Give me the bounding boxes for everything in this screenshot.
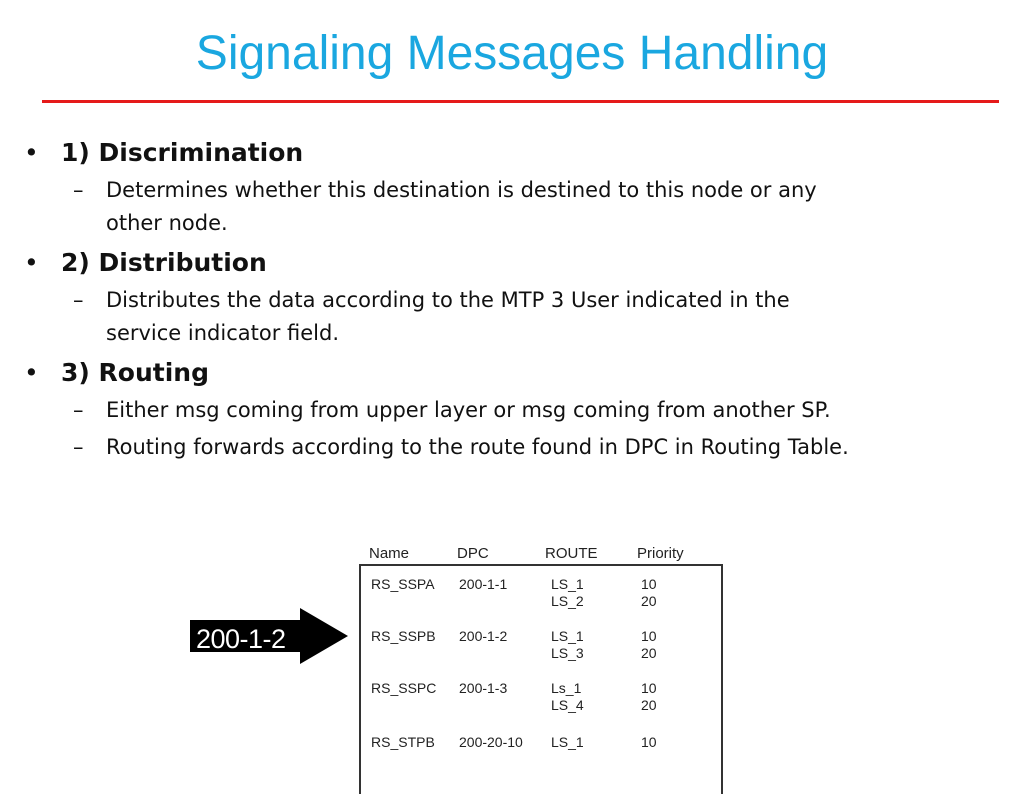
bullet-discrimination — [24, 136, 864, 170]
bullet-heading: 2) Distribution — [61, 248, 267, 277]
table-row — [361, 628, 721, 668]
column-header-name: Name — [369, 545, 410, 562]
arrow-label: 200-1-2 — [196, 624, 286, 654]
table-row — [361, 576, 721, 616]
cell-route: Ls_1 — [551, 680, 582, 696]
slide-title: Signaling Messages Handling — [195, 27, 829, 80]
cell-priority: 10 — [641, 576, 657, 592]
bullet-marker: • — [24, 358, 39, 387]
routing-table — [359, 564, 723, 794]
cell-name: RS_SSPB — [371, 628, 436, 644]
cell-route: LS_3 — [551, 645, 584, 661]
cell-dpc: 200-1-3 — [459, 680, 508, 696]
column-header-dpc: DPC — [457, 545, 489, 562]
cell-priority: 10 — [641, 628, 657, 644]
bullet-marker: • — [24, 248, 39, 277]
cell-name: RS_SSPC — [371, 680, 437, 696]
sub-bullet — [24, 394, 864, 427]
cell-name: RS_SSPA — [371, 576, 435, 592]
cell-priority: 20 — [641, 645, 657, 661]
cell-priority: 20 — [641, 593, 657, 609]
cell-dpc: 200-1-1 — [459, 576, 508, 592]
bullet-list — [24, 130, 864, 464]
cell-priority: 10 — [641, 734, 657, 750]
sub-bullet-text: Determines whether this destination is destined to this node or any other node. — [106, 178, 817, 235]
dash-marker: – — [73, 288, 84, 312]
sub-bullet-text: Routing forwards according to the route found in DPC in Routing Table. — [106, 435, 849, 459]
dash-marker: – — [73, 178, 84, 202]
bullet-distribution — [24, 246, 864, 280]
cell-route: LS_2 — [551, 593, 584, 609]
cell-route: LS_1 — [551, 628, 584, 644]
dash-marker: – — [73, 398, 84, 422]
cell-dpc: 200-1-2 — [459, 628, 508, 644]
bullet-heading: 3) Routing — [61, 358, 209, 387]
sub-bullet — [24, 284, 864, 350]
sub-bullet — [24, 431, 864, 464]
cell-dpc: 200-20-10 — [459, 734, 523, 750]
sub-bullet — [24, 174, 864, 240]
cell-route: LS_4 — [551, 697, 584, 713]
cell-route: LS_1 — [551, 576, 584, 592]
dash-marker: – — [73, 435, 84, 459]
cell-route: LS_1 — [551, 734, 584, 750]
column-header-priority: Priority — [637, 545, 684, 562]
table-row — [361, 680, 721, 720]
routing-table-header — [369, 544, 769, 566]
cell-name: RS_STPB — [371, 734, 435, 750]
sub-bullet-text: Either msg coming from upper layer or msg coming from another SP. — [106, 398, 831, 422]
sub-bullet-text: Distributes the data according to the MTP 3 User indicated in the service indicator field. — [106, 288, 790, 345]
bullet-marker: • — [24, 138, 39, 167]
cell-priority: 10 — [641, 680, 657, 696]
table-row — [361, 734, 721, 774]
bullet-heading: 1) Discrimination — [61, 138, 304, 167]
cell-priority: 20 — [641, 697, 657, 713]
title-divider — [42, 100, 999, 103]
column-header-route: ROUTE — [545, 545, 598, 562]
bullet-routing — [24, 356, 864, 390]
